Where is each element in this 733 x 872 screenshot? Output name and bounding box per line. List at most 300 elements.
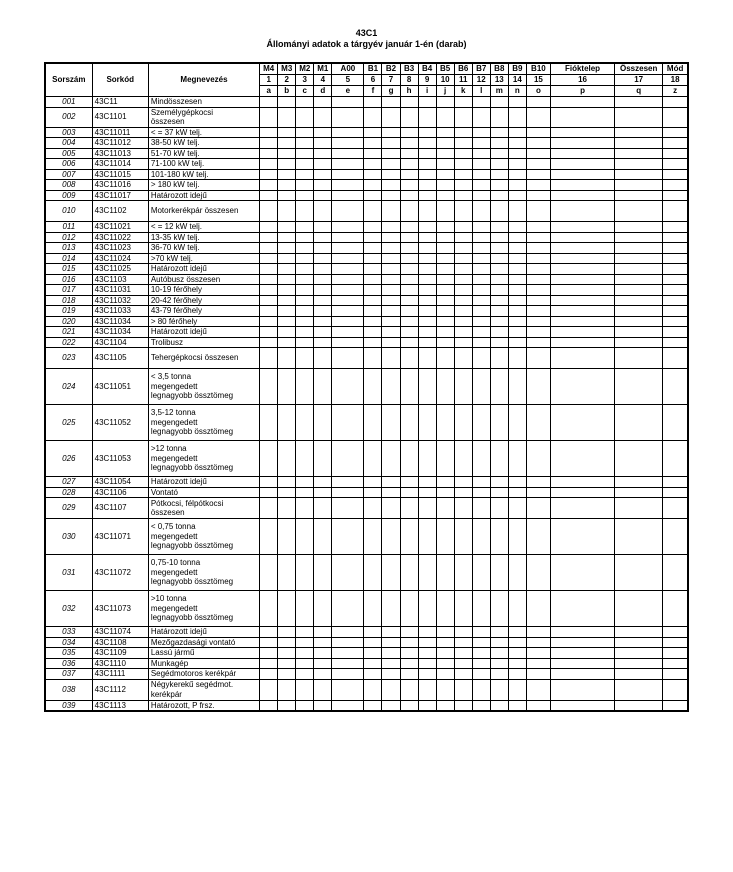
input-cell[interactable] — [278, 159, 296, 170]
input-cell[interactable] — [400, 327, 418, 338]
input-cell[interactable] — [490, 441, 508, 477]
input-cell[interactable] — [296, 159, 314, 170]
input-cell[interactable] — [314, 243, 332, 254]
input-cell[interactable] — [472, 306, 490, 317]
input-cell[interactable] — [508, 369, 526, 405]
input-cell[interactable] — [550, 127, 614, 138]
input-cell[interactable] — [314, 441, 332, 477]
input-cell[interactable] — [418, 327, 436, 338]
input-cell[interactable] — [296, 658, 314, 669]
input-cell[interactable] — [332, 295, 364, 306]
input-cell[interactable] — [550, 327, 614, 338]
input-cell[interactable] — [508, 107, 526, 127]
input-cell[interactable] — [296, 316, 314, 327]
input-cell[interactable] — [400, 405, 418, 441]
input-cell[interactable] — [508, 627, 526, 638]
input-cell[interactable] — [615, 487, 663, 498]
input-cell[interactable] — [332, 306, 364, 317]
input-cell[interactable] — [332, 148, 364, 159]
input-cell[interactable] — [332, 348, 364, 369]
input-cell[interactable] — [436, 159, 454, 170]
input-cell[interactable] — [472, 232, 490, 243]
input-cell[interactable] — [418, 159, 436, 170]
input-cell[interactable] — [454, 201, 472, 222]
input-cell[interactable] — [260, 337, 278, 348]
input-cell[interactable] — [314, 138, 332, 149]
input-cell[interactable] — [472, 487, 490, 498]
input-cell[interactable] — [364, 97, 382, 108]
input-cell[interactable] — [526, 648, 550, 659]
input-cell[interactable] — [260, 180, 278, 191]
input-cell[interactable] — [278, 232, 296, 243]
input-cell[interactable] — [436, 519, 454, 555]
input-cell[interactable] — [278, 138, 296, 149]
input-cell[interactable] — [364, 285, 382, 296]
input-cell[interactable] — [490, 201, 508, 222]
input-cell[interactable] — [382, 441, 400, 477]
input-cell[interactable] — [615, 148, 663, 159]
input-cell[interactable] — [418, 648, 436, 659]
input-cell[interactable] — [663, 180, 688, 191]
input-cell[interactable] — [615, 648, 663, 659]
input-cell[interactable] — [260, 190, 278, 201]
input-cell[interactable] — [550, 555, 614, 591]
input-cell[interactable] — [296, 477, 314, 488]
input-cell[interactable] — [296, 107, 314, 127]
input-cell[interactable] — [436, 274, 454, 285]
input-cell[interactable] — [663, 222, 688, 233]
input-cell[interactable] — [454, 97, 472, 108]
input-cell[interactable] — [364, 127, 382, 138]
input-cell[interactable] — [296, 169, 314, 180]
input-cell[interactable] — [490, 679, 508, 700]
input-cell[interactable] — [296, 700, 314, 711]
input-cell[interactable] — [490, 190, 508, 201]
input-cell[interactable] — [382, 519, 400, 555]
input-cell[interactable] — [296, 148, 314, 159]
input-cell[interactable] — [260, 169, 278, 180]
input-cell[interactable] — [400, 627, 418, 638]
input-cell[interactable] — [490, 138, 508, 149]
input-cell[interactable] — [418, 190, 436, 201]
input-cell[interactable] — [400, 316, 418, 327]
input-cell[interactable] — [400, 441, 418, 477]
input-cell[interactable] — [364, 316, 382, 327]
input-cell[interactable] — [278, 243, 296, 254]
input-cell[interactable] — [296, 348, 314, 369]
input-cell[interactable] — [296, 201, 314, 222]
input-cell[interactable] — [526, 169, 550, 180]
input-cell[interactable] — [454, 669, 472, 680]
input-cell[interactable] — [550, 274, 614, 285]
input-cell[interactable] — [490, 264, 508, 275]
input-cell[interactable] — [314, 107, 332, 127]
input-cell[interactable] — [615, 591, 663, 627]
input-cell[interactable] — [526, 243, 550, 254]
input-cell[interactable] — [490, 253, 508, 264]
input-cell[interactable] — [382, 253, 400, 264]
input-cell[interactable] — [490, 306, 508, 317]
input-cell[interactable] — [526, 159, 550, 170]
input-cell[interactable] — [314, 180, 332, 191]
input-cell[interactable] — [364, 348, 382, 369]
input-cell[interactable] — [296, 627, 314, 638]
input-cell[interactable] — [663, 591, 688, 627]
input-cell[interactable] — [332, 669, 364, 680]
input-cell[interactable] — [364, 648, 382, 659]
input-cell[interactable] — [278, 519, 296, 555]
input-cell[interactable] — [382, 637, 400, 648]
input-cell[interactable] — [418, 264, 436, 275]
input-cell[interactable] — [490, 274, 508, 285]
input-cell[interactable] — [508, 97, 526, 108]
input-cell[interactable] — [418, 669, 436, 680]
input-cell[interactable] — [332, 627, 364, 638]
input-cell[interactable] — [550, 159, 614, 170]
input-cell[interactable] — [490, 648, 508, 659]
input-cell[interactable] — [663, 487, 688, 498]
input-cell[interactable] — [364, 327, 382, 338]
input-cell[interactable] — [314, 498, 332, 519]
input-cell[interactable] — [400, 232, 418, 243]
input-cell[interactable] — [418, 441, 436, 477]
input-cell[interactable] — [314, 405, 332, 441]
input-cell[interactable] — [454, 253, 472, 264]
input-cell[interactable] — [490, 591, 508, 627]
input-cell[interactable] — [364, 201, 382, 222]
input-cell[interactable] — [332, 337, 364, 348]
input-cell[interactable] — [400, 369, 418, 405]
input-cell[interactable] — [490, 658, 508, 669]
input-cell[interactable] — [436, 477, 454, 488]
input-cell[interactable] — [550, 487, 614, 498]
input-cell[interactable] — [382, 555, 400, 591]
input-cell[interactable] — [260, 487, 278, 498]
input-cell[interactable] — [508, 190, 526, 201]
input-cell[interactable] — [382, 627, 400, 638]
input-cell[interactable] — [508, 253, 526, 264]
input-cell[interactable] — [400, 274, 418, 285]
input-cell[interactable] — [278, 405, 296, 441]
input-cell[interactable] — [296, 441, 314, 477]
input-cell[interactable] — [364, 519, 382, 555]
input-cell[interactable] — [418, 316, 436, 327]
input-cell[interactable] — [418, 555, 436, 591]
input-cell[interactable] — [615, 169, 663, 180]
input-cell[interactable] — [550, 285, 614, 296]
input-cell[interactable] — [454, 337, 472, 348]
input-cell[interactable] — [526, 295, 550, 306]
input-cell[interactable] — [550, 669, 614, 680]
input-cell[interactable] — [400, 127, 418, 138]
input-cell[interactable] — [436, 679, 454, 700]
input-cell[interactable] — [508, 658, 526, 669]
input-cell[interactable] — [472, 591, 490, 627]
input-cell[interactable] — [436, 107, 454, 127]
input-cell[interactable] — [382, 138, 400, 149]
input-cell[interactable] — [278, 555, 296, 591]
input-cell[interactable] — [436, 295, 454, 306]
input-cell[interactable] — [526, 555, 550, 591]
input-cell[interactable] — [418, 295, 436, 306]
input-cell[interactable] — [400, 337, 418, 348]
input-cell[interactable] — [364, 498, 382, 519]
input-cell[interactable] — [526, 369, 550, 405]
input-cell[interactable] — [418, 97, 436, 108]
input-cell[interactable] — [472, 519, 490, 555]
input-cell[interactable] — [663, 295, 688, 306]
input-cell[interactable] — [382, 498, 400, 519]
input-cell[interactable] — [550, 441, 614, 477]
input-cell[interactable] — [364, 148, 382, 159]
input-cell[interactable] — [490, 498, 508, 519]
input-cell[interactable] — [260, 159, 278, 170]
input-cell[interactable] — [260, 498, 278, 519]
input-cell[interactable] — [615, 679, 663, 700]
input-cell[interactable] — [296, 327, 314, 338]
input-cell[interactable] — [260, 477, 278, 488]
input-cell[interactable] — [508, 127, 526, 138]
input-cell[interactable] — [472, 180, 490, 191]
input-cell[interactable] — [490, 337, 508, 348]
input-cell[interactable] — [418, 658, 436, 669]
input-cell[interactable] — [436, 190, 454, 201]
input-cell[interactable] — [314, 264, 332, 275]
input-cell[interactable] — [260, 316, 278, 327]
input-cell[interactable] — [508, 316, 526, 327]
input-cell[interactable] — [382, 190, 400, 201]
input-cell[interactable] — [314, 637, 332, 648]
input-cell[interactable] — [472, 159, 490, 170]
input-cell[interactable] — [260, 327, 278, 338]
input-cell[interactable] — [663, 627, 688, 638]
input-cell[interactable] — [260, 201, 278, 222]
input-cell[interactable] — [436, 316, 454, 327]
input-cell[interactable] — [472, 700, 490, 711]
input-cell[interactable] — [296, 648, 314, 659]
input-cell[interactable] — [615, 441, 663, 477]
input-cell[interactable] — [418, 591, 436, 627]
input-cell[interactable] — [472, 285, 490, 296]
input-cell[interactable] — [382, 487, 400, 498]
input-cell[interactable] — [260, 107, 278, 127]
input-cell[interactable] — [454, 264, 472, 275]
input-cell[interactable] — [472, 295, 490, 306]
input-cell[interactable] — [260, 264, 278, 275]
input-cell[interactable] — [454, 519, 472, 555]
input-cell[interactable] — [508, 180, 526, 191]
input-cell[interactable] — [526, 222, 550, 233]
input-cell[interactable] — [550, 180, 614, 191]
input-cell[interactable] — [332, 316, 364, 327]
input-cell[interactable] — [364, 405, 382, 441]
input-cell[interactable] — [332, 648, 364, 659]
input-cell[interactable] — [382, 232, 400, 243]
input-cell[interactable] — [260, 637, 278, 648]
input-cell[interactable] — [382, 700, 400, 711]
input-cell[interactable] — [314, 591, 332, 627]
input-cell[interactable] — [615, 138, 663, 149]
input-cell[interactable] — [400, 148, 418, 159]
input-cell[interactable] — [278, 306, 296, 317]
input-cell[interactable] — [454, 498, 472, 519]
input-cell[interactable] — [550, 306, 614, 317]
input-cell[interactable] — [418, 148, 436, 159]
input-cell[interactable] — [508, 337, 526, 348]
input-cell[interactable] — [526, 477, 550, 488]
input-cell[interactable] — [436, 700, 454, 711]
input-cell[interactable] — [550, 658, 614, 669]
input-cell[interactable] — [364, 591, 382, 627]
input-cell[interactable] — [296, 222, 314, 233]
input-cell[interactable] — [454, 316, 472, 327]
input-cell[interactable] — [436, 369, 454, 405]
input-cell[interactable] — [454, 285, 472, 296]
input-cell[interactable] — [278, 700, 296, 711]
input-cell[interactable] — [550, 295, 614, 306]
input-cell[interactable] — [615, 627, 663, 638]
input-cell[interactable] — [332, 107, 364, 127]
input-cell[interactable] — [615, 369, 663, 405]
input-cell[interactable] — [296, 679, 314, 700]
input-cell[interactable] — [490, 243, 508, 254]
input-cell[interactable] — [400, 487, 418, 498]
input-cell[interactable] — [436, 148, 454, 159]
input-cell[interactable] — [314, 148, 332, 159]
input-cell[interactable] — [454, 679, 472, 700]
input-cell[interactable] — [472, 264, 490, 275]
input-cell[interactable] — [364, 337, 382, 348]
input-cell[interactable] — [663, 498, 688, 519]
input-cell[interactable] — [490, 285, 508, 296]
input-cell[interactable] — [490, 637, 508, 648]
input-cell[interactable] — [382, 243, 400, 254]
input-cell[interactable] — [296, 180, 314, 191]
input-cell[interactable] — [663, 441, 688, 477]
input-cell[interactable] — [364, 700, 382, 711]
input-cell[interactable] — [278, 264, 296, 275]
input-cell[interactable] — [382, 369, 400, 405]
input-cell[interactable] — [550, 519, 614, 555]
input-cell[interactable] — [526, 180, 550, 191]
input-cell[interactable] — [454, 627, 472, 638]
input-cell[interactable] — [472, 169, 490, 180]
input-cell[interactable] — [296, 190, 314, 201]
input-cell[interactable] — [615, 264, 663, 275]
input-cell[interactable] — [314, 658, 332, 669]
input-cell[interactable] — [418, 222, 436, 233]
input-cell[interactable] — [260, 669, 278, 680]
input-cell[interactable] — [332, 201, 364, 222]
input-cell[interactable] — [332, 477, 364, 488]
input-cell[interactable] — [418, 700, 436, 711]
input-cell[interactable] — [472, 637, 490, 648]
input-cell[interactable] — [490, 148, 508, 159]
input-cell[interactable] — [454, 127, 472, 138]
input-cell[interactable] — [526, 201, 550, 222]
input-cell[interactable] — [490, 159, 508, 170]
input-cell[interactable] — [400, 97, 418, 108]
input-cell[interactable] — [490, 700, 508, 711]
input-cell[interactable] — [490, 669, 508, 680]
input-cell[interactable] — [418, 405, 436, 441]
input-cell[interactable] — [508, 159, 526, 170]
input-cell[interactable] — [663, 97, 688, 108]
input-cell[interactable] — [314, 190, 332, 201]
input-cell[interactable] — [382, 148, 400, 159]
input-cell[interactable] — [314, 97, 332, 108]
input-cell[interactable] — [508, 274, 526, 285]
input-cell[interactable] — [278, 97, 296, 108]
input-cell[interactable] — [663, 637, 688, 648]
input-cell[interactable] — [663, 348, 688, 369]
input-cell[interactable] — [490, 169, 508, 180]
input-cell[interactable] — [550, 201, 614, 222]
input-cell[interactable] — [296, 405, 314, 441]
input-cell[interactable] — [615, 519, 663, 555]
input-cell[interactable] — [454, 405, 472, 441]
input-cell[interactable] — [260, 658, 278, 669]
input-cell[interactable] — [615, 285, 663, 296]
input-cell[interactable] — [296, 519, 314, 555]
input-cell[interactable] — [490, 316, 508, 327]
input-cell[interactable] — [314, 222, 332, 233]
input-cell[interactable] — [526, 627, 550, 638]
input-cell[interactable] — [550, 369, 614, 405]
input-cell[interactable] — [472, 327, 490, 338]
input-cell[interactable] — [526, 97, 550, 108]
input-cell[interactable] — [418, 127, 436, 138]
input-cell[interactable] — [490, 555, 508, 591]
input-cell[interactable] — [418, 180, 436, 191]
input-cell[interactable] — [364, 627, 382, 638]
input-cell[interactable] — [663, 648, 688, 659]
input-cell[interactable] — [332, 679, 364, 700]
input-cell[interactable] — [418, 201, 436, 222]
input-cell[interactable] — [278, 107, 296, 127]
input-cell[interactable] — [278, 295, 296, 306]
input-cell[interactable] — [526, 264, 550, 275]
input-cell[interactable] — [550, 222, 614, 233]
input-cell[interactable] — [472, 555, 490, 591]
input-cell[interactable] — [278, 148, 296, 159]
input-cell[interactable] — [550, 591, 614, 627]
input-cell[interactable] — [490, 487, 508, 498]
input-cell[interactable] — [382, 169, 400, 180]
input-cell[interactable] — [382, 295, 400, 306]
input-cell[interactable] — [278, 253, 296, 264]
input-cell[interactable] — [296, 97, 314, 108]
input-cell[interactable] — [550, 498, 614, 519]
input-cell[interactable] — [260, 405, 278, 441]
input-cell[interactable] — [400, 591, 418, 627]
input-cell[interactable] — [332, 637, 364, 648]
input-cell[interactable] — [400, 679, 418, 700]
input-cell[interactable] — [332, 127, 364, 138]
input-cell[interactable] — [260, 591, 278, 627]
input-cell[interactable] — [364, 138, 382, 149]
input-cell[interactable] — [436, 138, 454, 149]
input-cell[interactable] — [490, 232, 508, 243]
input-cell[interactable] — [436, 127, 454, 138]
input-cell[interactable] — [550, 232, 614, 243]
input-cell[interactable] — [314, 327, 332, 338]
input-cell[interactable] — [454, 295, 472, 306]
input-cell[interactable] — [454, 637, 472, 648]
input-cell[interactable] — [314, 316, 332, 327]
input-cell[interactable] — [260, 679, 278, 700]
input-cell[interactable] — [550, 243, 614, 254]
